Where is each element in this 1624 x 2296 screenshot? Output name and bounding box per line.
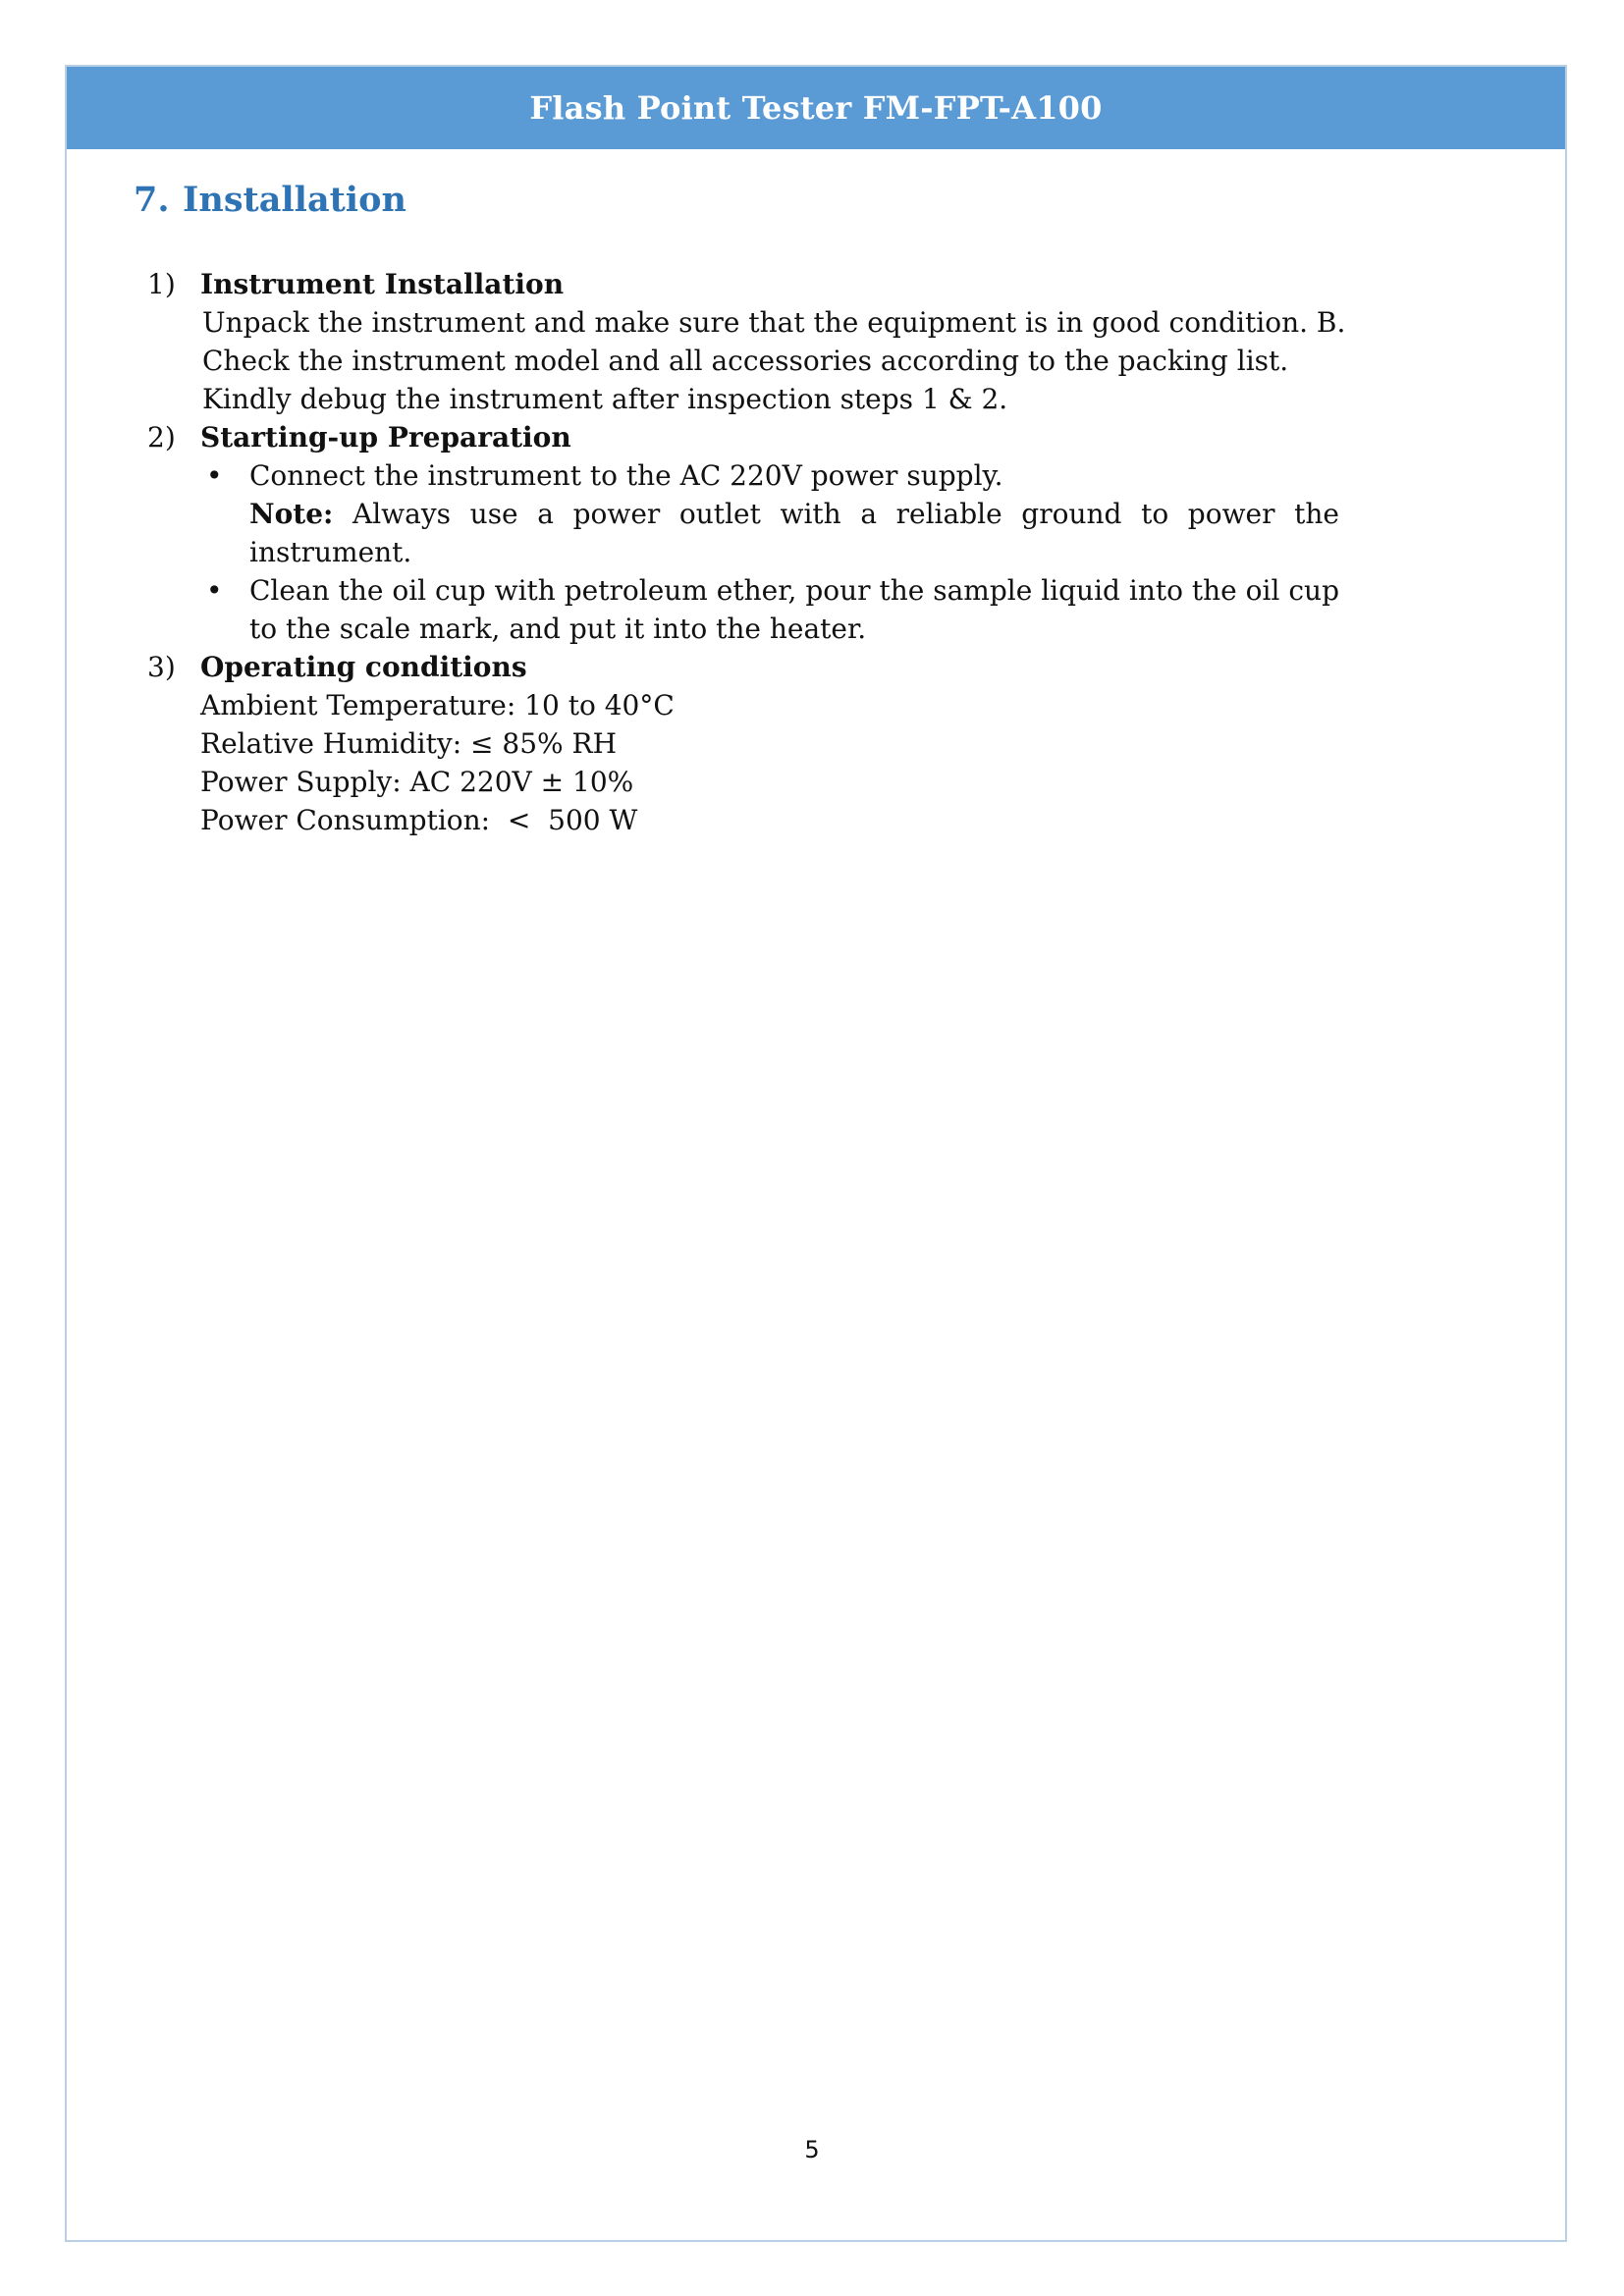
bullet-item xyxy=(200,456,1339,571)
text-line: Kindly debug the instrument after inspection steps 1 & 2. xyxy=(202,383,1008,415)
list-item-operating-conditions xyxy=(98,648,1375,839)
bullet-dot-icon: • xyxy=(206,459,223,492)
page-number: 5 xyxy=(804,2136,820,2163)
note-text: Always use a power outlet with a reliable ground to power the instrument. xyxy=(249,498,1339,568)
text-line: Check the instrument model and all accessories according to the packing list. xyxy=(202,345,1289,377)
bullet-text: Connect the instrument to the AC 220V power supply. xyxy=(249,459,1003,492)
bullet-dot-icon: • xyxy=(206,574,223,607)
condition-line: Power Consumption: < 500 W xyxy=(200,804,638,836)
section-number: 7. xyxy=(134,180,170,220)
list-item-number: 2) xyxy=(147,421,176,454)
list-item-number: 3) xyxy=(147,651,176,683)
text-line: Unpack the instrument and make sure that the equipment is in good condition. B. xyxy=(202,306,1346,339)
bullet-item xyxy=(200,571,1339,648)
list-item-starting-up-preparation xyxy=(98,418,1375,648)
condition-line: Relative Humidity: ≤ 85% RH xyxy=(200,727,618,760)
document-title: Flash Point Tester FM-FPT-A100 xyxy=(529,89,1103,127)
bullet-text: Clean the oil cup with petroleum ether, pour the sample liquid into the oil cup to the scale mark, and put it into the heater. xyxy=(249,574,1339,645)
condition-line: Ambient Temperature: 10 to 40°C xyxy=(200,689,675,721)
section-title: Installation xyxy=(183,180,406,220)
list-item-title: Starting-up Preparation xyxy=(200,421,571,454)
list-item-number: 1) xyxy=(147,268,176,300)
condition-line: Power Supply: AC 220V ± 10% xyxy=(200,766,634,798)
header-bar xyxy=(67,67,1565,149)
list-item-title: Instrument Installation xyxy=(200,268,565,300)
note-paragraph xyxy=(249,495,1339,571)
section-heading xyxy=(134,180,406,220)
installation-list xyxy=(98,265,1375,839)
list-item-instrument-installation xyxy=(98,265,1375,418)
note-label: Note: xyxy=(249,498,334,530)
list-item-title: Operating conditions xyxy=(200,651,527,683)
